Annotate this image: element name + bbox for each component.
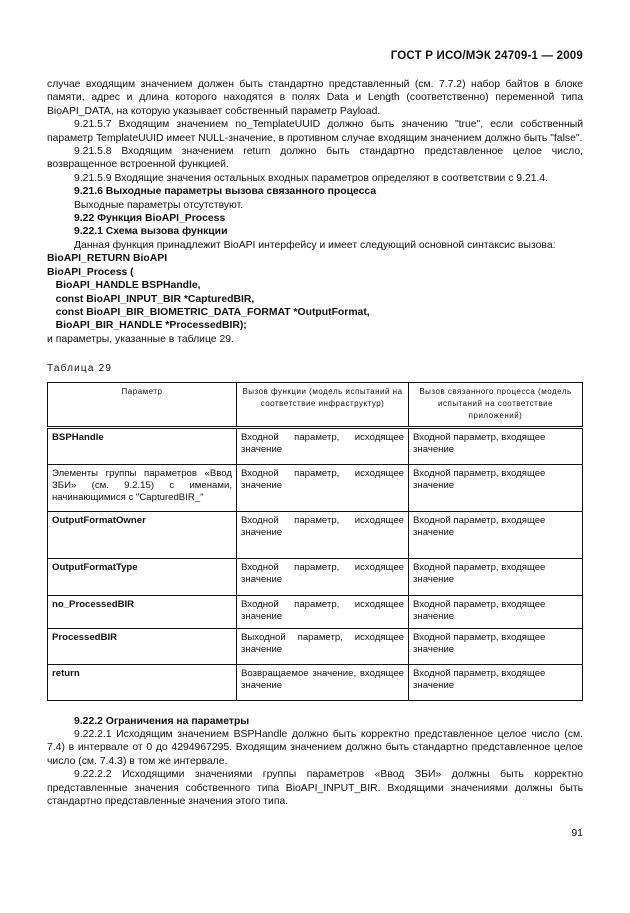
table-cell: no_ProcessedBIR bbox=[48, 595, 237, 628]
column-header: Вызов функции (модель испытаний на соответствие инфраструктур) bbox=[237, 382, 409, 427]
paragraph: 9.21.5.7 Входящим значением no_TemplateUUID должно быть значению "true", если собственный параметр TemplateUUID имеет NULL-значение, в противном случае входящим значением должно быть "false". bbox=[47, 119, 583, 144]
table-cell: Входной параметр, исходящее значение bbox=[237, 558, 409, 595]
code-line: const BioAPI_BIR_BIOMETRIC_DATA_FORMAT *OutputFormat, bbox=[47, 306, 370, 318]
column-header: Вызов связанного процесса (модель испытаний на соответствие приложений) bbox=[409, 382, 583, 427]
table-cell: Входной параметр, входящее значение bbox=[409, 595, 583, 628]
table-row bbox=[48, 427, 583, 464]
table-cell: ProcessedBIR bbox=[48, 628, 237, 664]
table-cell: Входной параметр, входящее значение bbox=[409, 511, 583, 558]
table-cell: Возвращаемое значение, входящее значение bbox=[237, 664, 409, 700]
document-header: ГОСТ Р ИСО/МЭК 24709-1 — 2009 bbox=[390, 50, 583, 62]
table-cell: Выходной параметр, исходящее значение bbox=[237, 628, 409, 664]
paragraph: 9.22.2.2 Исходящими значениями группы параметров «Ввод ЗБИ» должны быть корректно представленные значения собственного типа BioAPI_INPUT_BIR. Входящими значениями должны быть стандартно представленные значения этого типа. bbox=[47, 769, 583, 807]
code-line: const BioAPI_INPUT_BIR *CapturedBIR, bbox=[47, 293, 255, 305]
table-cell: OutputFormatType bbox=[48, 558, 237, 595]
paragraph: 9.22.2.1 Исходящим значением BSPHandle должно быть корректно представленное целое число (см. 7.4) в интервале от 0 до 4294967295. Входящим значением должно быть стандартно представленное целое число (см. 7.4.3) в том же интервале. bbox=[47, 728, 583, 767]
table-cell: BSPHandle bbox=[48, 427, 237, 464]
table-cell: return bbox=[48, 664, 237, 700]
parameters-table bbox=[47, 382, 583, 701]
table-cell: Элементы группы параметров «Ввод ЗБИ» (см. 9.2.15) с именами, начинающимися с "CapturedBIR_" bbox=[48, 464, 237, 511]
page-number: 91 bbox=[571, 827, 583, 839]
table-caption: Таблица 29 bbox=[47, 363, 113, 375]
paragraph: Данная функция принадлежит BioAPI интерфейсу и имеет следующий основной синтаксис вызова: bbox=[74, 239, 556, 251]
paragraph: Выходные параметры отсутствуют. bbox=[74, 199, 244, 211]
table-cell: Входной параметр, входящее значение bbox=[409, 628, 583, 664]
section-heading: 9.21.6 Выходные параметры вызова связанного процесса bbox=[74, 186, 377, 198]
code-line: BioAPI_Process ( bbox=[47, 266, 134, 278]
table-row bbox=[48, 628, 583, 664]
column-header: Параметр bbox=[48, 382, 237, 427]
table-cell: Входной параметр, исходящее значение bbox=[237, 464, 409, 511]
table-cell: Входной параметр, входящее значение bbox=[409, 558, 583, 595]
section-heading: 9.22.1 Схема вызова функции bbox=[74, 226, 228, 238]
table-row bbox=[48, 511, 583, 558]
table-cell: Входной параметр, входящее значение bbox=[409, 464, 583, 511]
table-cell: Входной параметр, входящее значение bbox=[409, 664, 583, 700]
table-row bbox=[48, 595, 583, 628]
section-heading: 9.22 Функция BioAPI_Process bbox=[74, 213, 226, 225]
table-header-row bbox=[48, 382, 583, 427]
table-row bbox=[48, 664, 583, 700]
paragraph: 9.21.5.9 Входящие значения остальных входных параметров определяют в соответствии с 9.21.4. bbox=[74, 172, 549, 184]
table-cell: Входной параметр, исходящее значение bbox=[237, 511, 409, 558]
table-row bbox=[48, 558, 583, 595]
code-line: BioAPI_BIR_HANDLE *ProcessedBIR); bbox=[47, 320, 247, 332]
paragraph: случае входящим значением должен быть стандартно представленный (см. 7.7.2) набор байтов в блоке памяти, адрес и длина которого находятся в полях Data и Length (соответственно) переменной типа BioAPI_DATA, на которую указывает собственный параметр Payload. bbox=[47, 79, 583, 117]
paragraph: и параметры, указанные в таблице 29. bbox=[47, 333, 234, 345]
section-heading: 9.22.2 Ограничения на параметры bbox=[74, 715, 250, 727]
code-line: BioAPI_HANDLE BSPHandle, bbox=[47, 280, 201, 292]
table-row bbox=[48, 464, 583, 511]
table-cell: Входной параметр, входящее значение bbox=[409, 427, 583, 464]
table-cell: OutputFormatOwner bbox=[48, 511, 237, 558]
code-line: BioAPI_RETURN BioAPI bbox=[47, 253, 168, 265]
table-cell: Входной параметр, исходящее значение bbox=[237, 595, 409, 628]
page-body bbox=[47, 78, 583, 808]
paragraph: 9.21.5.8 Входящим значением return должно быть стандартно представленное целое число, возвращенное встроенной функцией. bbox=[47, 146, 583, 171]
table-cell: Входной параметр, исходящее значение bbox=[237, 427, 409, 464]
